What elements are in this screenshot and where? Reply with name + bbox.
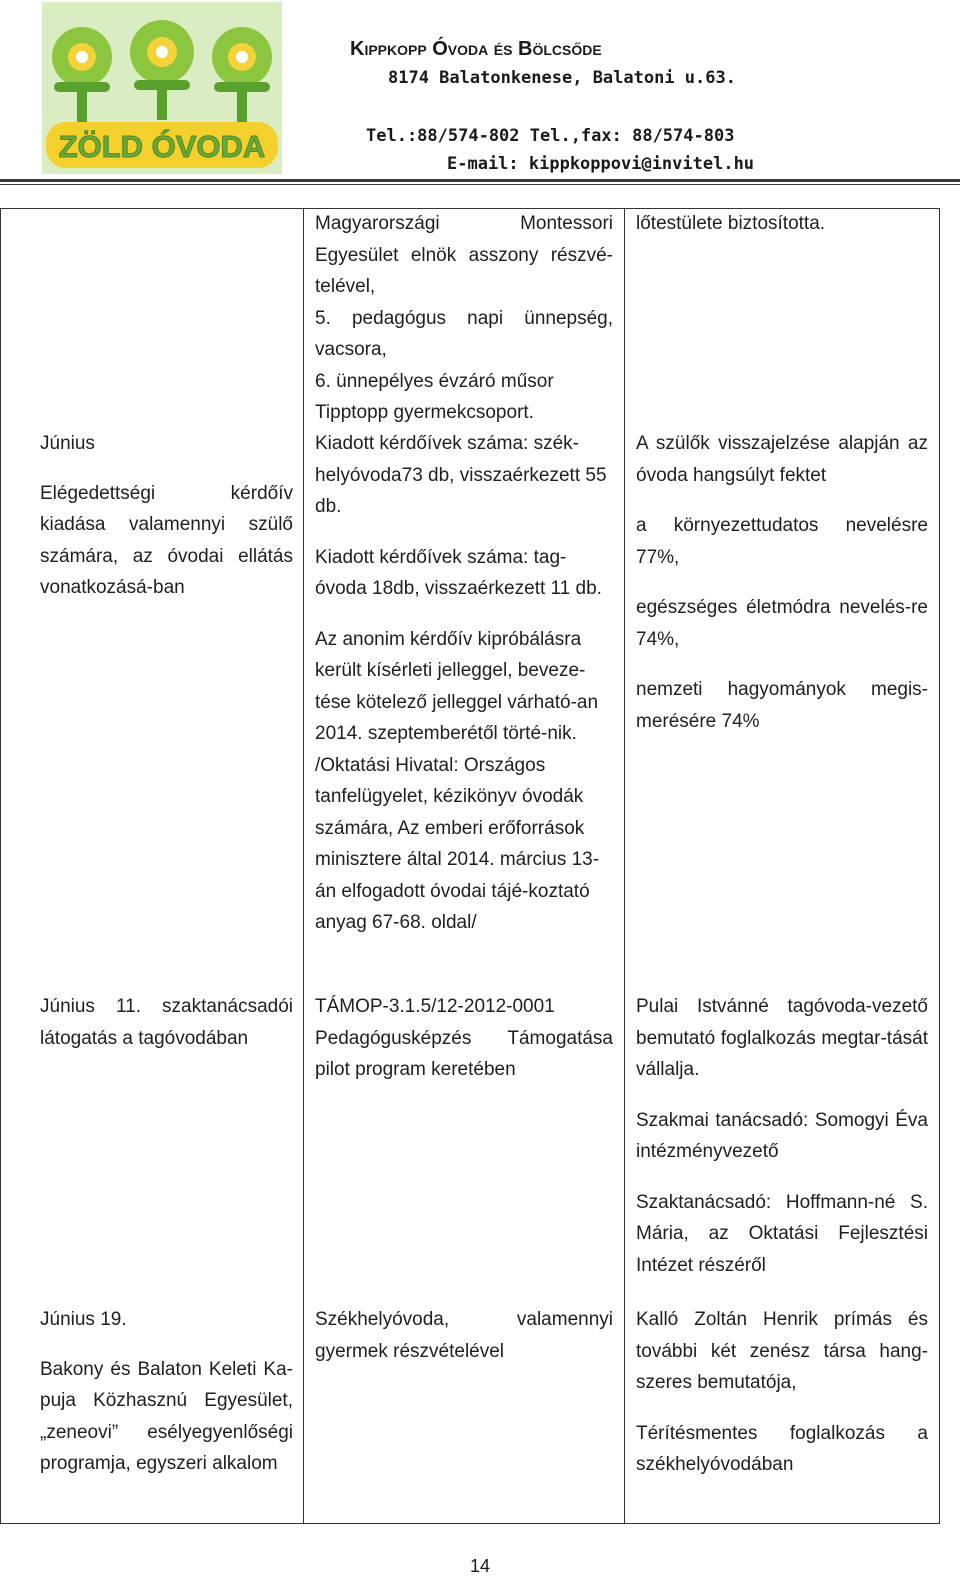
cell-paragraph: lőtestülete biztosította. [636,213,826,234]
header-rule [0,179,960,182]
table-cell [40,428,293,604]
table-cell [636,208,928,240]
table-cell [315,1304,613,1367]
header-rule-thin [0,184,960,185]
table-cell [40,991,293,1054]
table-cell [40,1304,293,1480]
institution-email: E-mail: kippkoppovi@invitel.hu [447,154,755,174]
table-cell [636,1304,928,1481]
cell-paragraph: Térítésmentes foglalkozás a székhelyóvodában [636,1422,928,1475]
institution-address: 8174 Balatonkenese, Balatoni u.63. [388,68,736,88]
kindergarten-logo [42,2,282,174]
table-cell [315,991,613,1086]
table-column-divider [624,208,625,1524]
cell-paragraph: Szakmai tanácsadó: Somogyi Éva intézményvezető [636,1109,928,1162]
cell-paragraph: Június 19. [40,1309,127,1330]
cell-paragraph: Székhelyóvoda, valamennyi gyermek részvételével [315,1309,613,1362]
cell-paragraph: Kiadott kérdőívek száma: tag-óvoda 18db, visszaérkezett 11 db. [315,546,602,599]
cell-paragraph: nemzeti hagyományok megis-merésére 74% [636,679,928,732]
cell-paragraph: Magyarországi Montessori Egyesület elnök asszony részvé-telével, [315,213,613,297]
cell-paragraph: Kiadott kérdőívek száma: szék-helyóvoda73 db, visszaérkezett 55 db. [315,433,607,517]
cell-paragraph: Június [40,433,95,454]
cell-paragraph: Június 11. szaktanácsadói látogatás a tagóvodában [40,996,293,1049]
cell-paragraph: Szaktanácsadó: Hoffmann-né S. Mária, az Oktatási Fejlesztési Intézet részéről [636,1191,928,1276]
page-number: 14 [469,1556,491,1576]
cell-paragraph: A szülők visszajelzése alapján az óvoda hangsúlyt fektet [636,433,928,486]
cell-paragraph: TÁMOP-3.1.5/12-2012-0001 Pedagógusképzés Támogatása pilot program keretében [315,996,613,1080]
institution-name: Kippkopp Óvoda és Bölcsőde [350,38,602,60]
cell-paragraph: Pulai Istvánné tagóvoda-vezető bemutató foglalkozás megtar-tását vállalja. [636,996,928,1080]
table-cell [315,208,613,429]
cell-paragraph: Bakony és Balaton Keleti Ka-puja Közhasznú Egyesület, „zeneovi” esélyegyenlőségi programja, egyszeri alkalom [40,1358,293,1474]
institution-phone: Tel.:88/574-802 Tel.,fax: 88/574-803 [366,126,735,146]
table-cell [315,428,613,939]
cell-paragraph: Kalló Zoltán Henrik prímás és további két zenész társa hang-szeres bemutatója, [636,1309,928,1393]
table-cell [636,428,928,737]
cell-paragraph: 6. ünnepélyes évzáró műsor Tipptopp gyermekcsoport. [315,370,554,423]
cell-paragraph: Az anonim kérdőív kipróbálásra került kísérleti jelleggel, beveze-tése kötelező jelleggel várható-an 2014. szeptemberétől törté-nik. /Oktatási Hivatal: Országos tanfelügyelet, kézikönyv óvodák számára, Az emberi erőforrások minisztere által 2014. március 13-án elfogadott óvodai tájé-koztató anyag 67-68. oldal/ [315,628,600,933]
table-cell [636,991,928,1281]
logo-wordmark: ZÖLD ÓVODA [58,129,266,164]
cell-paragraph: 5. pedagógus napi ünnepség, vacsora, [315,307,613,360]
cell-paragraph: egészséges életmódra nevelés-re 74%, [636,597,928,650]
cell-paragraph: a környezettudatos nevelésre 77%, [636,515,928,568]
cell-paragraph: Elégedettségi kérdőív kiadása valamennyi szülő számára, az óvodai ellátás vonatkozásá-ban [40,482,293,598]
table-column-divider [303,208,304,1524]
